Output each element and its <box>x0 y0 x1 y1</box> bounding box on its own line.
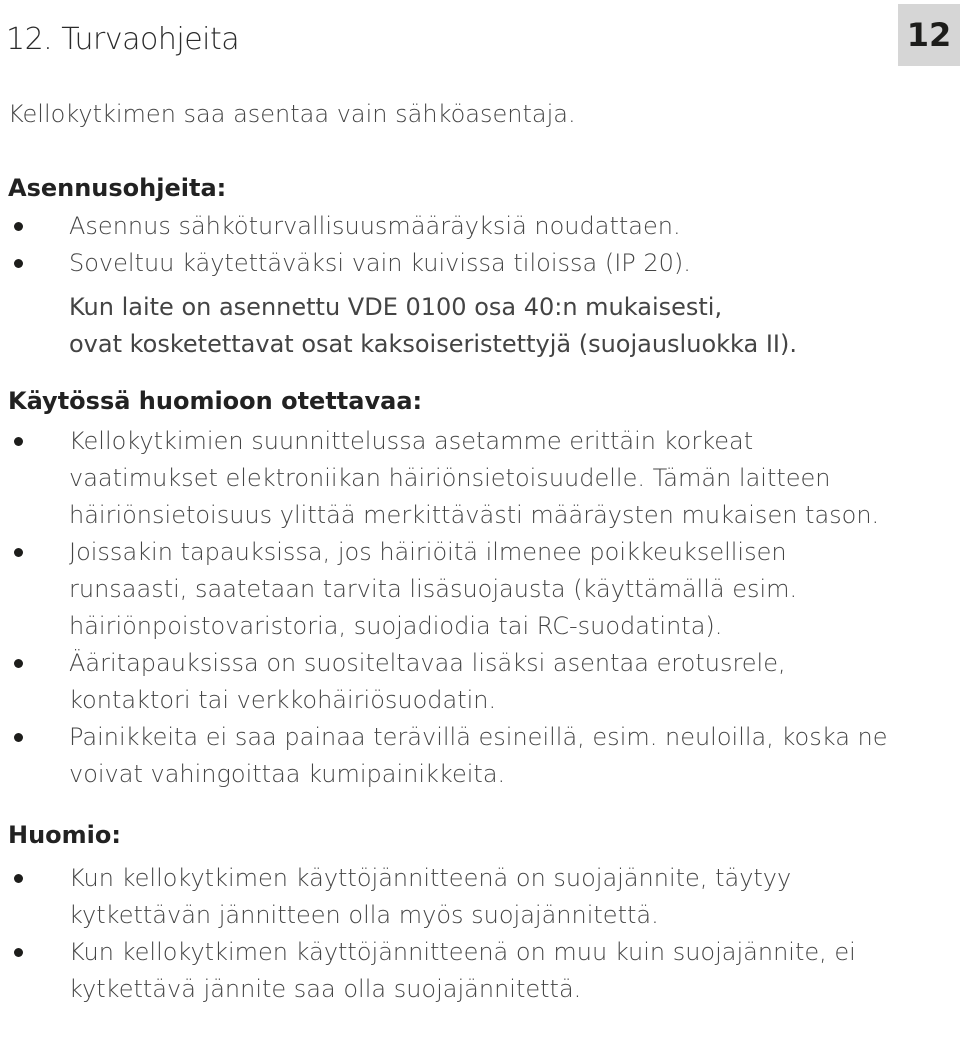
installation-list <box>8 208 908 282</box>
list-item: Asennus sähköturvallisuusmääräyksiä noudattaen. <box>8 208 908 245</box>
bullet-icon <box>14 222 23 231</box>
installation-heading: Asennusohjeita: <box>8 174 227 202</box>
list-item: Kun kellokytkimen käyttöjännitteenä on muu kuin suojajännite, ei kytkettävä jännite saa olla suojajännitettä. <box>8 934 908 1008</box>
page-number-tab: 12 <box>898 4 960 66</box>
usage-list <box>8 423 908 793</box>
list-item: Painikkeita ei saa painaa terävillä esineillä, esim. neuloilla, koska ne voivat vahingoittaa kumipainikkeita. <box>8 719 908 793</box>
bullet-icon <box>14 437 23 446</box>
notice-list <box>8 860 908 1008</box>
bullet-icon <box>14 659 23 668</box>
installation-note: Kun laite on asennettu VDE 0100 osa 40:n mukaisesti, ovat kosketettavat osat kaksoiseristettyjä (suojausluokka II). <box>69 293 797 358</box>
bullet-icon <box>14 259 23 268</box>
document-body <box>8 96 908 1008</box>
list-item: Soveltuu käytettäväksi vain kuivissa tiloissa (IP 20). <box>8 245 908 282</box>
bullet-icon <box>14 948 23 957</box>
intro-text: Kellokytkimen saa asentaa vain sähköasentaja. <box>8 100 576 128</box>
bullet-icon <box>14 548 23 557</box>
usage-heading: Käytössä huomioon otettavaa: <box>8 387 423 415</box>
chapter-title: 12. Turvaohjeita <box>6 22 240 57</box>
list-item: Kun kellokytkimen käyttöjännitteenä on suojajännite, täytyy kytkettävän jännitteen olla myös suojajännitettä. <box>8 860 908 934</box>
bullet-icon <box>14 874 23 883</box>
page-header <box>0 0 960 70</box>
notice-heading: Huomio: <box>8 821 121 849</box>
list-item: Ääritapauksissa on suositeltavaa lisäksi asentaa erotusrele, kontaktori tai verkkohäiriösuodatin. <box>8 645 908 719</box>
list-item: Joissakin tapauksissa, jos häiriöitä ilmenee poikkeuksellisen runsaasti, saatetaan tarvita lisäsuojausta (käyttämällä esim. häiriönpoistovaristoria, suojadiodia tai RC-suodatinta). <box>8 534 908 645</box>
bullet-icon <box>14 733 23 742</box>
list-item: Kellokytkimien suunnittelussa asetamme erittäin korkeat vaatimukset elektroniikan häiriönsietoisuudelle. Tämän laitteen häiriönsietoisuus ylittää merkittävästi määräysten mukaisen tason. <box>8 423 908 534</box>
